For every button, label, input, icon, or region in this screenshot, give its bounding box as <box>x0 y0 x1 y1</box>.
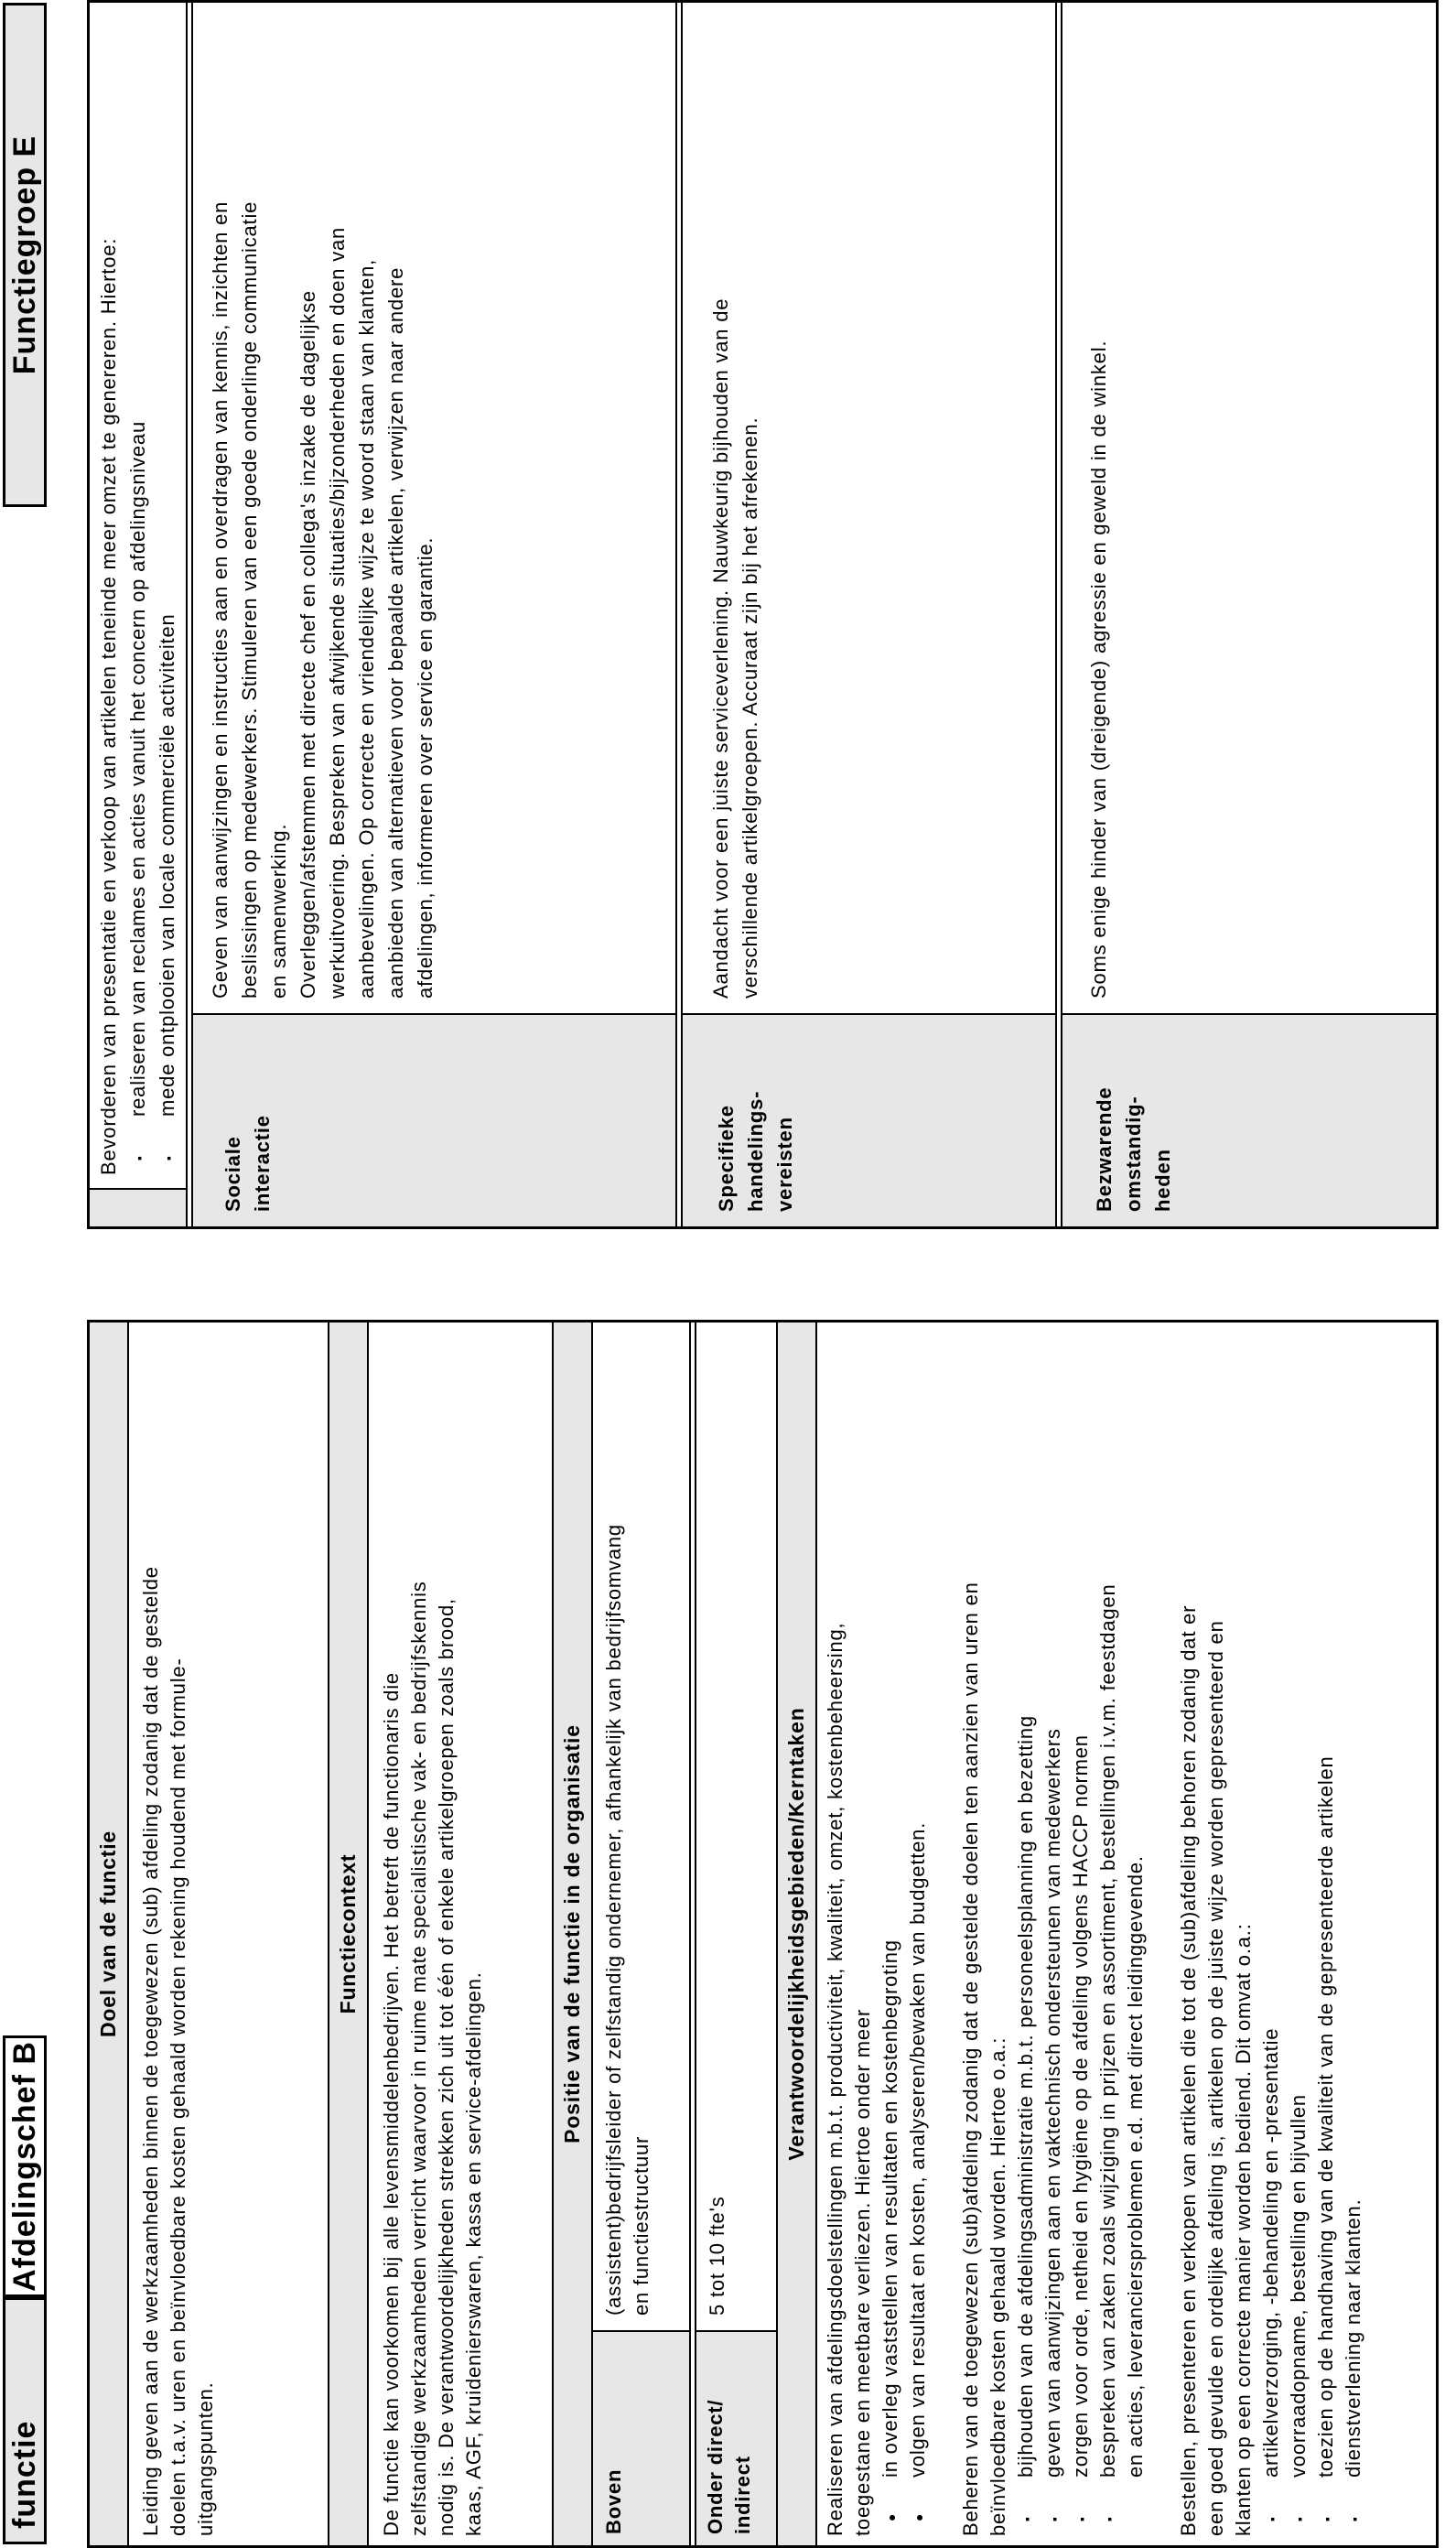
kerntaken-continued-row <box>90 3 186 1226</box>
functiegroep-cell <box>3 3 47 507</box>
text-line-content: voorraadopname, bestelling en bijvullen <box>1287 2094 1310 2478</box>
bezwarende-omstandigheden-text <box>1062 3 1436 1013</box>
text-line <box>712 1015 741 1212</box>
text-line <box>877 1323 904 2536</box>
boven-label-cell <box>593 2330 689 2545</box>
text-line-content: afdelingen, informeren over service en garantie. <box>414 536 437 999</box>
text-line-content: verschillende artikelgroepen. Accuraat zijn bij het afrekenen. <box>739 416 761 999</box>
text-line <box>153 3 182 1175</box>
text-line-content: en acties, leveranciersproblemen e.d. met direct leidinggevende. <box>1124 1855 1147 2478</box>
text-line-content: doelen t.a.v. uren en beïnvloedbare kosten gehaald worden rekening houdend met formule- <box>167 1657 189 2536</box>
text-line-content: Geven van aanwijzingen en instructies aan en overdragen van kennis, inzichten en <box>209 200 232 999</box>
bullet-icon: ▪ <box>132 1155 147 1161</box>
empty-gray-cell <box>90 1188 186 1226</box>
sociale-interactie-label <box>193 1013 675 1226</box>
text-line <box>706 3 736 999</box>
text-line <box>771 1015 800 1212</box>
text-line-content: nodig is. De verantwoordelijkheden strekken zich uit tot één of enkele artikelgroepen zoals brood, <box>435 1598 458 2536</box>
specifieke-handelingsvereisten-text <box>683 3 1055 1013</box>
text-line <box>137 1323 165 2536</box>
text-line <box>219 1015 248 1212</box>
bullet-icon: ▪ <box>1019 2516 1035 2521</box>
functiegroep-title: Functiegroep E <box>6 135 42 375</box>
text-line-content: 5 tot 10 fte's <box>706 2196 728 2316</box>
text-line-content: aanbevelingen. Op correcte en vriendelijke wijze te woord staan van klanten, <box>355 258 378 999</box>
text-line <box>849 1323 877 2536</box>
section-header-doel: Doel van de functie <box>90 1323 129 2545</box>
bullet-icon: ▪ <box>1102 2516 1117 2521</box>
text-line <box>94 3 124 1175</box>
text-line-content: Leiding geven aan de werkzaamheden binnen de toegewezen (sub) afdeling zodanig dat de gestelde <box>139 1566 162 2536</box>
text-line-content: Aandacht voor een juiste serviceverlening. Nauwkeurig bijhouden van de <box>709 297 732 999</box>
text-line-content: vereisten <box>773 1117 796 1212</box>
text-line-content: omstandig- <box>1122 1096 1145 1212</box>
text-line <box>1090 1015 1119 1212</box>
bullet-icon: ▪ <box>1265 2516 1280 2521</box>
text-line-content: (assistent)bedrijfsleider of zelfstandig ondernemer, afhankelijk van bedrijfsomvang <box>602 1524 625 2316</box>
bullet-icon: ▪ <box>1292 2516 1308 2521</box>
text-line <box>1084 3 1114 999</box>
section-header-kerntaken: Verantwoordelijkheidsgebieden/Kerntaken <box>776 1323 817 2545</box>
text-line <box>378 1323 405 2536</box>
text-line-content: De functie kan voorkomen bij alle levensmiddelenbedrijven. Het betreft de functionaris die <box>380 1672 403 2536</box>
text-line <box>957 1323 985 2536</box>
text-line <box>323 3 352 999</box>
text-line-content: klanten op een correcte manier worden bediend. Dit omvat o.a.: <box>1232 1923 1255 2536</box>
text-line <box>1149 1015 1178 1212</box>
text-line <box>1122 1323 1149 2536</box>
text-line-content: Realiseren van afdelingsdoelstellingen m.b.t. productiviteit, kwaliteit, omzet, kostenbeheersing, <box>824 1622 847 2536</box>
text-line-content: beslissingen op medewerkers. Stimuleren van een goede onderlinge communicatie <box>238 200 261 999</box>
text-line-content: Beheren van de toegewezen (sub)afdeling zodanig dat de gestelde doelen ten aanzien van uren en <box>959 1582 982 2536</box>
text-line-content: Bezwarende <box>1093 1086 1116 1212</box>
text-line <box>736 3 765 999</box>
bullet-icon: ▪ <box>1320 2516 1335 2521</box>
row-divider <box>689 1323 696 2545</box>
functie-title: Afdelingschef B <box>6 2041 42 2292</box>
kerntaken-body <box>817 1323 1436 2545</box>
text-line-content: Soms enige hinder van (dreigende) agressie en geweld in de winkel. <box>1087 340 1110 999</box>
text-line <box>1119 1015 1149 1212</box>
section-header-positie: Positie van de functie in de organisatie <box>552 1323 593 2545</box>
specifieke-handelingsvereisten-row <box>683 3 1055 1226</box>
text-line-content: bijhouden van de afdelingsadministratie m.b.t. personeelsplanning en bezetting <box>1014 1715 1037 2478</box>
text-line <box>460 1323 488 2536</box>
bullet-icon: ▪ <box>1347 2516 1363 2521</box>
bullet-icon: ▪ <box>1047 2516 1062 2521</box>
text-line <box>904 1323 932 2536</box>
text-line <box>433 1323 460 2536</box>
left-page-table <box>87 1320 1439 2548</box>
functie-label: functie <box>6 2420 42 2529</box>
text-line-content: Specifieke <box>715 1105 738 1212</box>
text-line <box>729 2332 757 2534</box>
text-line <box>411 3 440 999</box>
text-line-content: geven van aanwijzingen aan en vaktechnisch ondersteunen van medewerkers <box>1041 1728 1064 2478</box>
text-line-content: heden <box>1151 1149 1174 1212</box>
text-line-content: artikelverzorging, -behandeling en -presentatie <box>1259 2027 1282 2478</box>
text-line <box>264 3 294 999</box>
sociale-interactie-row <box>193 3 675 1226</box>
text-line <box>124 3 153 1175</box>
text-line-content: in overleg vaststellen van resultaten en kostenbegroting <box>879 1939 901 2478</box>
onder-value <box>696 1323 776 2330</box>
text-line-content: uitgangspunten. <box>194 2381 217 2536</box>
text-line <box>704 1323 731 2316</box>
text-line <box>206 3 235 999</box>
text-line-content: en functiestructuur <box>630 2135 653 2316</box>
right-page-table <box>87 0 1439 1229</box>
text-line <box>235 3 264 999</box>
text-line-content: beïnvloedbare kosten gehaald worden. Hiertoe o.a.: <box>987 2036 1009 2536</box>
onder-label-cell <box>696 2330 776 2545</box>
text-line-content: dienstverlening naar klanten. <box>1342 2198 1364 2478</box>
text-line-content: aanbieden van alternatieven voor bepaalde artikelen, verwijzen naar andere <box>384 266 407 999</box>
text-line-content: een goed gevulde en ordelijke afdeling is, artikelen op de juiste wijze worden gepresenteerd en <box>1204 1620 1227 2536</box>
text-line <box>600 1323 628 2316</box>
text-line <box>1175 1323 1203 2536</box>
bullet-icon: ● <box>911 2512 927 2521</box>
row-divider <box>675 3 683 1226</box>
functie-title-cell <box>3 2035 47 2297</box>
text-line <box>1067 1323 1095 2536</box>
text-line <box>294 3 323 999</box>
specifieke-handelingsvereisten-label <box>683 1013 1055 1226</box>
text-line <box>1012 1323 1040 2536</box>
text-line <box>702 2332 729 2534</box>
bezwarende-omstandigheden-row <box>1062 3 1436 1226</box>
text-line <box>165 1323 192 2536</box>
text-line <box>1095 1323 1122 2536</box>
kerntaken-continued <box>90 3 186 1188</box>
text-line-content: toezien op de handhaving van de kwaliteit van de gepresenteerde artikelen <box>1314 1755 1337 2478</box>
section-header-functiecontext: Functiecontext <box>328 1323 369 2545</box>
boven-value <box>593 1323 689 2330</box>
text-line-content: en samenwerking. <box>267 823 290 999</box>
text-line <box>192 1323 220 2536</box>
text-line <box>822 1323 849 2536</box>
text-line-content: toegestane en meetbare verliezen. Hiertoe onder meer <box>851 2008 874 2536</box>
text-line-content: Bestellen, presenteren en verkopen van artikelen die tot de (sub)afdeling behoren zodanig dat er <box>1177 1604 1200 2536</box>
text-line-content: Onder direct/ <box>704 2399 727 2534</box>
text-line-content: zorgen voor orde, netheid en hygiëne op de afdeling volgens HACCP normen <box>1069 1734 1092 2478</box>
boven-row <box>593 1323 689 2545</box>
text-line <box>382 3 411 999</box>
text-line-content: mede ontplooien van locale commerciële activiteiten <box>156 613 178 1117</box>
text-line <box>628 1323 655 2316</box>
text-line-content: bespreken van zaken zoals wijziging in prijzen en assortiment, bestellingen i.v.m. feestdagen <box>1096 1583 1119 2478</box>
text-line <box>1230 1323 1257 2536</box>
text-line-content: Sociale <box>221 1136 244 1212</box>
text-line <box>1312 1323 1340 2536</box>
text-line <box>405 1323 433 2536</box>
text-line <box>1257 1323 1285 2536</box>
text-line-content: realiseren van reclames en acties vanuit het concern op afdelingsniveau <box>126 421 149 1117</box>
sociale-interactie-text <box>193 3 675 1013</box>
text-line <box>1203 1323 1230 2536</box>
row-divider <box>186 3 193 1226</box>
text-line-content: Bevorderen van presentatie en verkoop van artikelen teneinde meer omzet te genereren. Hiertoe: <box>97 237 120 1175</box>
bullet-icon: ● <box>884 2512 900 2521</box>
blank-line <box>932 1323 957 2536</box>
text-line-content: volgen van resultaat en kosten, analyseren/bewaken van budgetten. <box>906 1821 929 2478</box>
functiecontext-body <box>369 1323 552 2545</box>
text-line-content: zelfstandige werkzaamheden verricht waarvoor in ruime mate specialistische vak- en bedrijfskennis <box>407 1581 430 2536</box>
text-line-content: interactie <box>251 1115 274 1212</box>
onder-row <box>696 1323 776 2545</box>
boven-label: Boven <box>602 2468 625 2534</box>
text-line-content: Overleggen/afstemmen met directe chef en collega's inzake de dagelijkse <box>297 290 319 999</box>
row-divider <box>1055 3 1062 1226</box>
text-line-content: indirect <box>731 2456 754 2534</box>
text-line <box>248 1015 277 1212</box>
text-line-content: werkuitvoering. Bespreken van afwijkende situaties/bijzonderheden en doen van <box>326 226 349 999</box>
text-line-content: kaas, AGF, kruidenierswaren, kassa en service-afdelingen. <box>462 1971 485 2536</box>
bezwarende-omstandigheden-label <box>1062 1013 1436 1226</box>
text-line <box>741 1015 771 1212</box>
functie-label-cell <box>3 2297 47 2544</box>
doel-body <box>129 1323 328 2545</box>
blank-line <box>1149 1323 1175 2536</box>
text-line-content: handelings- <box>744 1090 767 1212</box>
text-line <box>1040 1323 1067 2536</box>
bullet-icon: ▪ <box>161 1155 177 1161</box>
text-line <box>1340 1323 1367 2536</box>
text-line <box>1285 1323 1312 2536</box>
text-line <box>985 1323 1012 2536</box>
text-line <box>352 3 382 999</box>
bullet-icon: ▪ <box>1074 2516 1090 2521</box>
